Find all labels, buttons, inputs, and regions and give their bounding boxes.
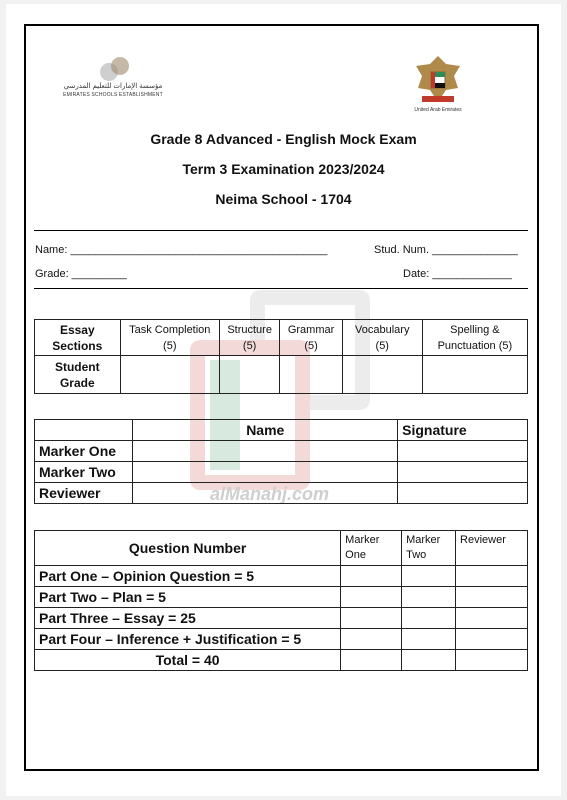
marker-two-label: Marker Two xyxy=(35,462,133,483)
q2-marker-two-cell[interactable] xyxy=(402,587,456,608)
reviewer-col-header: Reviewer xyxy=(456,531,528,566)
col-structure: Structure (5) xyxy=(219,320,279,356)
marker-table xyxy=(34,419,528,504)
question-number-header: Question Number xyxy=(35,531,341,566)
question-row: Part One – Opinion Question = 5 xyxy=(35,566,341,587)
question-row: Part Three – Essay = 25 xyxy=(35,608,341,629)
exam-title: Grade 8 Advanced - English Mock Exam xyxy=(150,131,417,147)
marker-two-name-cell[interactable] xyxy=(133,462,398,483)
ese-logo-arabic: مؤسسة الإمارات للتعليم المدرسي xyxy=(63,83,163,90)
divider-top xyxy=(34,230,528,231)
date-field[interactable]: Date: _____________ xyxy=(403,268,512,280)
essay-sections-header: Essay Sections xyxy=(35,320,121,356)
ese-logo-english: EMIRATES SCHOOLS ESTABLISHMENT xyxy=(63,92,163,98)
total-marker-one-cell[interactable] xyxy=(341,650,402,671)
marker-one-col-header: Marker One xyxy=(341,531,402,566)
name-field[interactable]: Name: __________________________________________ xyxy=(35,244,328,256)
reviewer-label: Reviewer xyxy=(35,483,133,504)
student-number-field[interactable]: Stud. Num. ______________ xyxy=(374,244,518,256)
col-spelling-punctuation: Spelling & Punctuation (5) xyxy=(422,320,527,356)
emirates-schools-logo xyxy=(58,52,168,102)
q1-reviewer-cell[interactable] xyxy=(456,566,528,587)
marker-corner-cell xyxy=(35,420,133,441)
q4-marker-two-cell[interactable] xyxy=(402,629,456,650)
falcon-emblem-icon xyxy=(408,52,468,108)
grade-structure-cell[interactable] xyxy=(219,356,279,394)
question-row: Part Two – Plan = 5 xyxy=(35,587,341,608)
marker-one-name-cell[interactable] xyxy=(133,441,398,462)
watermark-text: alManahj.com xyxy=(210,484,330,504)
q4-reviewer-cell[interactable] xyxy=(456,629,528,650)
grade-grammar-cell[interactable] xyxy=(280,356,342,394)
essay-sections-table xyxy=(34,319,528,394)
total-row-label: Total = 40 xyxy=(35,650,341,671)
marker-name-header: Name xyxy=(133,420,398,441)
marker-two-signature-cell[interactable] xyxy=(398,462,528,483)
uae-emblem xyxy=(408,52,468,112)
ese-logo-icon xyxy=(98,52,132,86)
reviewer-signature-cell[interactable] xyxy=(398,483,528,504)
q3-reviewer-cell[interactable] xyxy=(456,608,528,629)
marker-one-signature-cell[interactable] xyxy=(398,441,528,462)
student-grade-header: Student Grade xyxy=(35,356,121,394)
col-grammar: Grammar (5) xyxy=(280,320,342,356)
grade-task-completion-cell[interactable] xyxy=(120,356,219,394)
q1-marker-two-cell[interactable] xyxy=(402,566,456,587)
q3-marker-one-cell[interactable] xyxy=(341,608,402,629)
question-table xyxy=(34,530,528,671)
question-row: Part Four – Inference + Justification = 5 xyxy=(35,629,341,650)
exam-term: Term 3 Examination 2023/2024 xyxy=(182,161,385,177)
divider-fields xyxy=(34,288,528,289)
marker-two-col-header: Marker Two xyxy=(402,531,456,566)
reviewer-name-cell[interactable] xyxy=(133,483,398,504)
marker-one-label: Marker One xyxy=(35,441,133,462)
uae-caption: United Arab Emirates xyxy=(414,107,462,113)
col-vocabulary: Vocabulary (5) xyxy=(342,320,422,356)
q1-marker-one-cell[interactable] xyxy=(341,566,402,587)
q2-marker-one-cell[interactable] xyxy=(341,587,402,608)
q2-reviewer-cell[interactable] xyxy=(456,587,528,608)
col-task-completion: Task Completion (5) xyxy=(120,320,219,356)
school-name: Neima School - 1704 xyxy=(215,191,352,207)
total-reviewer-cell[interactable] xyxy=(456,650,528,671)
total-marker-two-cell[interactable] xyxy=(402,650,456,671)
marker-signature-header: Signature xyxy=(398,420,528,441)
grade-field[interactable]: Grade: _________ xyxy=(35,268,127,280)
grade-spelling-cell[interactable] xyxy=(422,356,527,394)
q3-marker-two-cell[interactable] xyxy=(402,608,456,629)
grade-vocabulary-cell[interactable] xyxy=(342,356,422,394)
q4-marker-one-cell[interactable] xyxy=(341,629,402,650)
